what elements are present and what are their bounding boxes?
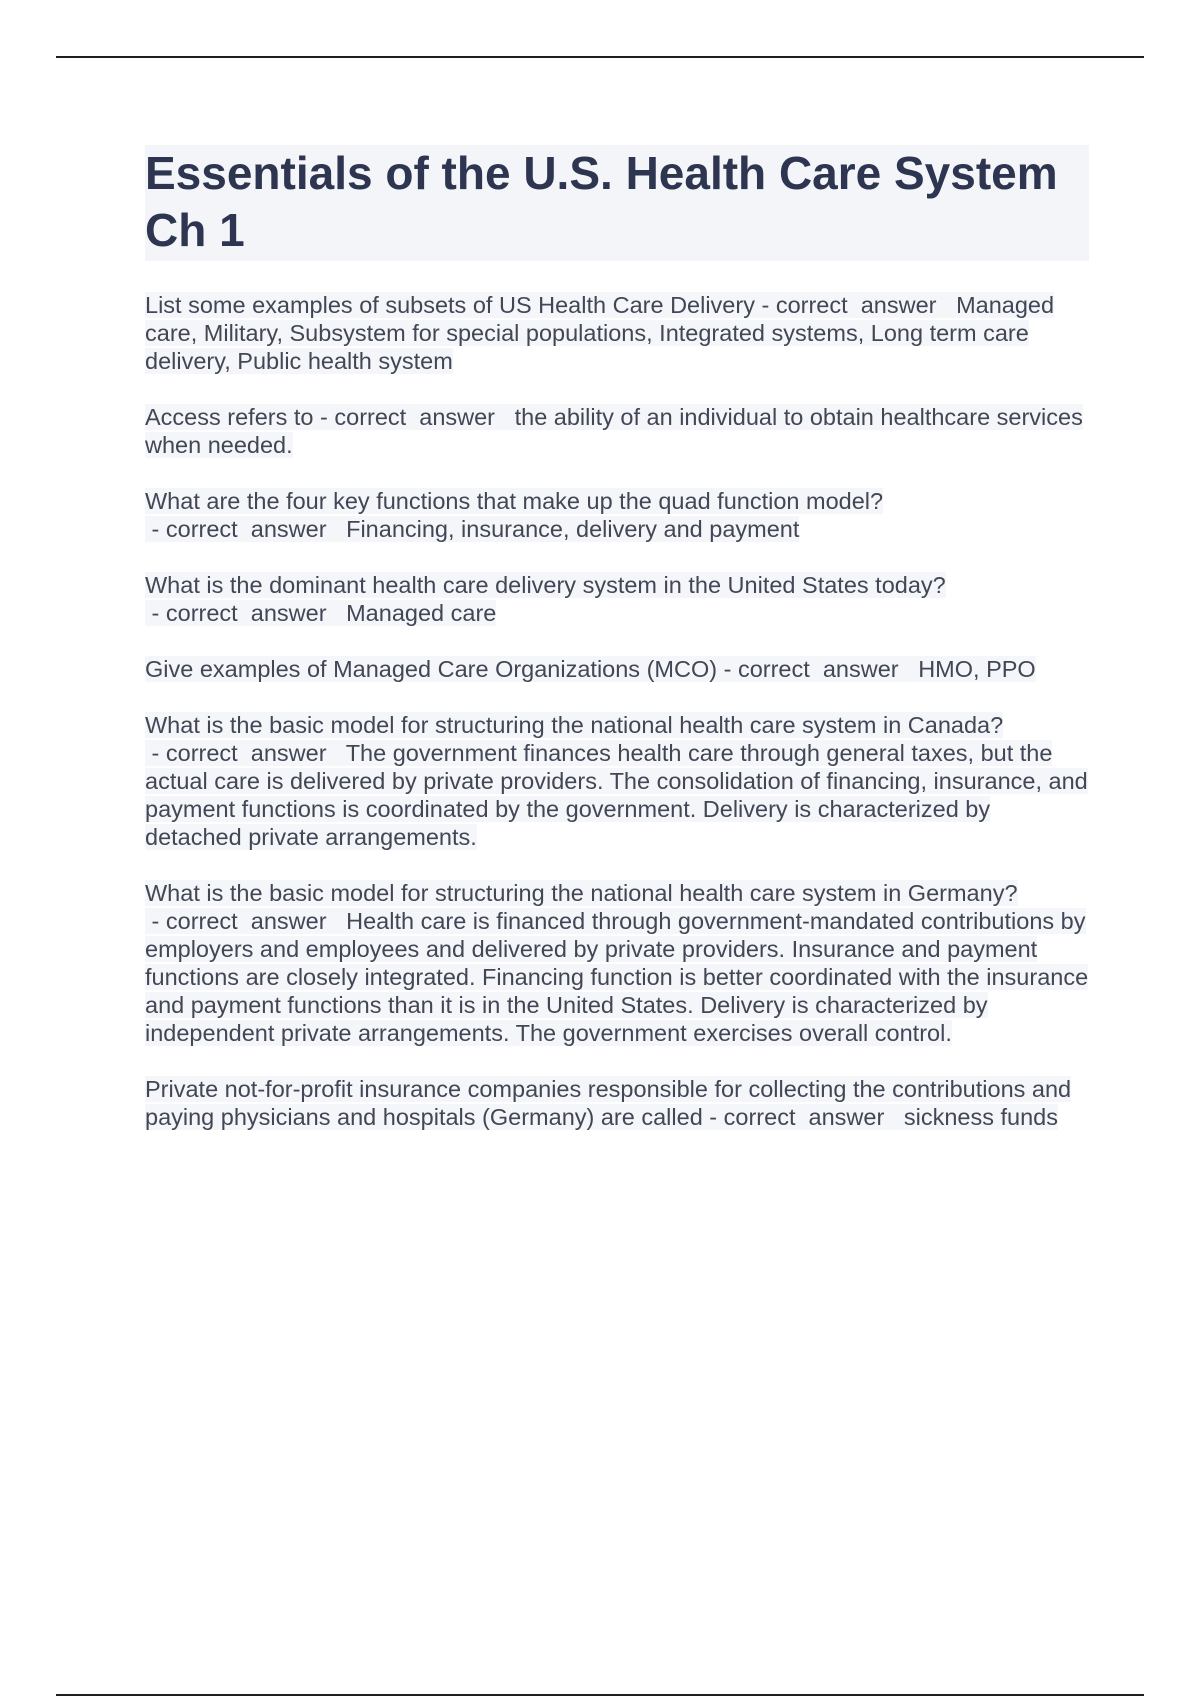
qa-item [145, 711, 1089, 851]
qa-item [145, 487, 1089, 543]
question-text: Give examples of Managed Care Organizations (MCO) [145, 656, 718, 682]
page-title: Essentials of the U.S. Health Care System Ch 1 [145, 145, 1089, 261]
bottom-rule [56, 1694, 1144, 1696]
answer-separator: - correct answer [145, 908, 347, 934]
answer-separator: - correct answer [754, 292, 957, 318]
answer-separator: - correct answer [145, 740, 346, 766]
qa-item [145, 879, 1089, 1047]
answer-text: The government finances health care through general taxes, but the actual care is delivered by private providers. The consolidation of financing, insurance, and payment functions is coordinated by the government. Delivery is characterized by detached private arrangements. [145, 740, 1088, 850]
question-text: What is the basic model for structuring the national health care system in Germany? [145, 880, 1018, 906]
question-text: Access refers to [145, 404, 314, 430]
answer-text: HMO, PPO [918, 656, 1036, 682]
answer-text: the ability of an individual to obtain healthcare services when needed. [145, 404, 1083, 458]
answer-text: sickness funds [903, 1104, 1059, 1130]
qa-item [145, 291, 1089, 375]
qa-item [145, 1075, 1089, 1131]
qa-item [145, 571, 1089, 627]
question-text: List some examples of subsets of US Health Care Delivery [145, 292, 755, 318]
answer-separator: - correct answer [145, 516, 347, 542]
answer-text: Managed care, Military, Subsystem for special populations, Integrated systems, Long term care delivery, Public health system [145, 292, 1055, 374]
answer-separator: - correct answer [702, 1104, 904, 1130]
document-body [145, 145, 1089, 1159]
answer-text: Managed care [346, 600, 497, 626]
question-text: What is the basic model for structuring the national health care system in Canada? [145, 712, 1004, 738]
answer-text: Health care is financed through government-mandated contributions by employers and employees and delivered by private providers. Insurance and payment functions are closely integrated. Financing function is better coordinated with the insurance and payment functions than it is in the United States. Delivery is characterized by independent private arrangements. The government exercises overall control. [145, 908, 1089, 1046]
answer-separator: - correct answer [145, 600, 347, 626]
answer-separator: - correct answer [717, 656, 919, 682]
answer-separator: - correct answer [313, 404, 515, 430]
qa-item [145, 655, 1089, 683]
question-text: What is the dominant health care delivery system in the United States today? [145, 572, 946, 598]
question-text: What are the four key functions that make up the quad function model? [145, 488, 884, 514]
question-text: Private not-for-profit insurance companies responsible for collecting the contributions and paying physicians and hospitals (Germany) are called [145, 1076, 1072, 1130]
qa-item [145, 403, 1089, 459]
top-rule [56, 56, 1144, 58]
answer-text: Financing, insurance, delivery and payment [346, 516, 800, 542]
